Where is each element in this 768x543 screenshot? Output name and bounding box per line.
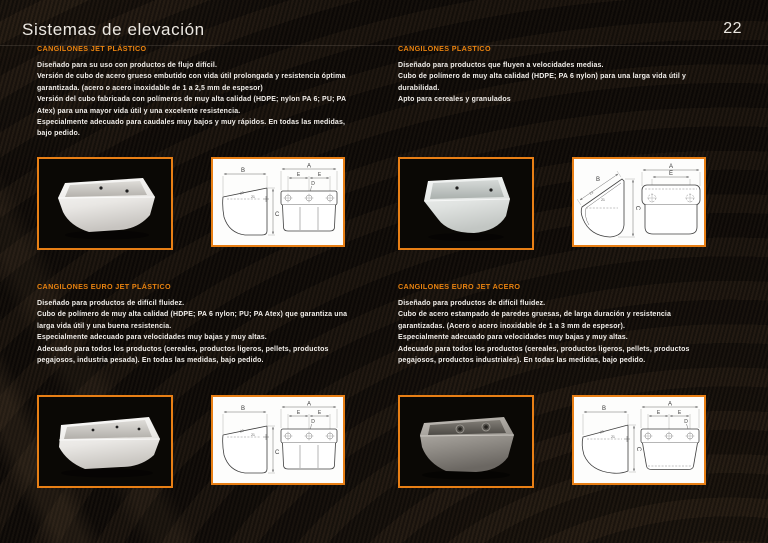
hole-spacing-label: E [296,410,301,416]
hole-spacing-label: E [656,410,661,416]
section-heading: CANGILONES JET PLÁSTICO [37,44,147,53]
width-label: A [667,401,673,408]
section-paragraph: Diseñado para productos de difícil fluidez. [37,300,185,307]
section-media [398,157,706,250]
mount-hole [455,186,458,189]
jet-plastic-bucket-photo [39,159,171,248]
technical-diagram-frame [572,157,706,247]
technical-diagram-frame [211,157,345,247]
section-paragraph: Adecuado para todos los productos (cereales, productos ligeros, pellets, productos pegajosos, industria pesada). En todas las medidas, bajo pedido. [37,345,329,365]
section-paragraph: Apto para cereales y granulados [398,96,511,104]
photo-shadow [422,471,510,480]
section-paragraph: Cubo de polímero de muy alta calidad (HDPE; PA 6 nylon; PU; PA Atex) que garantiza una larga vida útil y una buena resistencia. [37,311,348,330]
section-paragraph: Diseñado para su uso con productos de flujo difícil. [37,62,218,69]
width-label: A [668,164,674,170]
section-paragraph: Especialmente adecuado para caudales muy bajos y muy rápidos. En todas las medidas, bajo pedido. [37,119,346,138]
section-media [398,395,706,488]
section-heading: CANGILONES EURO JET ACERO [398,282,521,291]
section-paragraph: Cubo de polímero de muy alta calidad (HDPE; PA 6 nylon) para una larga vida útil y durabilidad. [398,73,687,92]
side-view [582,406,641,473]
angle-lower-label: 21 [611,435,615,439]
mount-hole [92,429,95,432]
section-plastico [398,44,710,211]
front-view [642,164,700,234]
section-euro-jet-acero [398,282,710,452]
hole-spacing-label: E [668,171,674,177]
section-paragraph: Diseñado para productos de difícil fluidez. [398,300,546,307]
technical-diagram-frame [211,395,345,485]
depth-label: B [601,406,607,412]
steel-bucket-diagram [576,399,702,481]
hole-spacing-label: E [317,172,322,178]
mount-hole [138,428,141,431]
mount-hole [456,425,464,433]
product-photo-frame [37,395,173,488]
bucket-cavity [430,180,504,199]
section-media [37,395,345,488]
section-paragraph: Especialmente adecuado para velocidades muy bajas y muy altas. [37,334,267,342]
depth-label: B [240,406,246,412]
front-view [281,402,337,470]
photo-shadow [428,233,504,241]
mount-hole [125,189,128,192]
side-view [577,171,640,237]
section-paragraph: Cubo de acero estampado de paredes gruesas, de larga duración y resistencia garantizadas. (Acero o acero inoxidable de 1 a 3 mm de espesor). [398,311,672,330]
mount-hole [99,186,102,189]
front-view [281,164,337,232]
hole-spacing-label: E [296,172,301,178]
hole-spacing-label: E [677,410,682,416]
front-view [641,402,699,470]
section-paragraph: Especialmente adecuado para velocidades muy bajas y muy altas. [398,334,628,342]
page-title: Sistemas de elevación [22,20,205,39]
angle-lower-label: 21 [251,195,255,199]
mount-hole [489,188,492,191]
height-label: C [275,212,280,218]
depth-label: B [595,177,601,183]
photo-shadow [61,469,153,478]
product-photo-frame [37,157,173,250]
side-view [223,406,280,473]
angle-upper-label: 23 [599,429,605,435]
product-photo-frame [398,157,534,250]
section-paragraph: Versión del cubo fabricada con polímeros de muy alta calidad (HDPE; nylon PA 6; PU; PA Atex) para una mayor vida útil y una excelente resistencia. [37,96,346,115]
steel-bucket-photo [400,397,532,486]
section-euro-jet-plastico [37,282,349,456]
mount-hole [116,426,119,429]
width-label: A [306,401,312,408]
euro-jet-plastic-bucket-photo [39,397,171,486]
section-heading: CANGILONES EURO JET PLÁSTICO [37,282,171,291]
plastic-bucket-photo [400,159,532,248]
hole-diameter-label: D [311,181,315,187]
hole-diameter-label: D [311,419,315,425]
angle-upper-label: 23 [239,428,245,434]
euro-jet-plastic-bucket-diagram [215,399,341,481]
photo-shadow [65,231,149,240]
width-label: A [306,163,312,170]
mount-hole [482,423,490,431]
angle-lower-label: 21 [601,198,605,202]
height-label: C [275,450,280,456]
section-jet-plastico [37,44,349,218]
hole-spacing-label: E [317,410,322,416]
technical-diagram-frame [572,395,706,485]
jet-plastic-bucket-diagram [215,161,341,243]
section-paragraph: Adecuado para todos los productos (cereales, productos ligeros, pellets, productos pegajosos, productos industriales). En todas las medidas, bajo pedido. [398,345,690,365]
angle-lower-label: 21 [251,433,255,437]
page-number: 22 [723,20,742,37]
hole-diameter-label: D [684,419,688,425]
section-media [37,157,345,250]
plastic-bucket-diagram [576,161,702,243]
angle-upper-label: 23 [239,190,245,196]
depth-label: B [240,168,246,174]
angle-upper-label: 23 [588,190,595,196]
product-photo-frame [398,395,534,488]
section-paragraph: Diseñado para productos que fluyen a velocidades medias. [398,62,604,69]
side-view [223,168,280,235]
height-label: C [634,205,640,211]
section-paragraph: Versión de cubo de acero grueso embutido con vida útil prolongada y resistencia óptima garantizada. (acero o acero inoxidable de 1 a 2,5 mm de espesor) [37,73,346,92]
section-heading: CANGILONES PLASTICO [398,44,491,53]
height-label: C [635,446,641,452]
